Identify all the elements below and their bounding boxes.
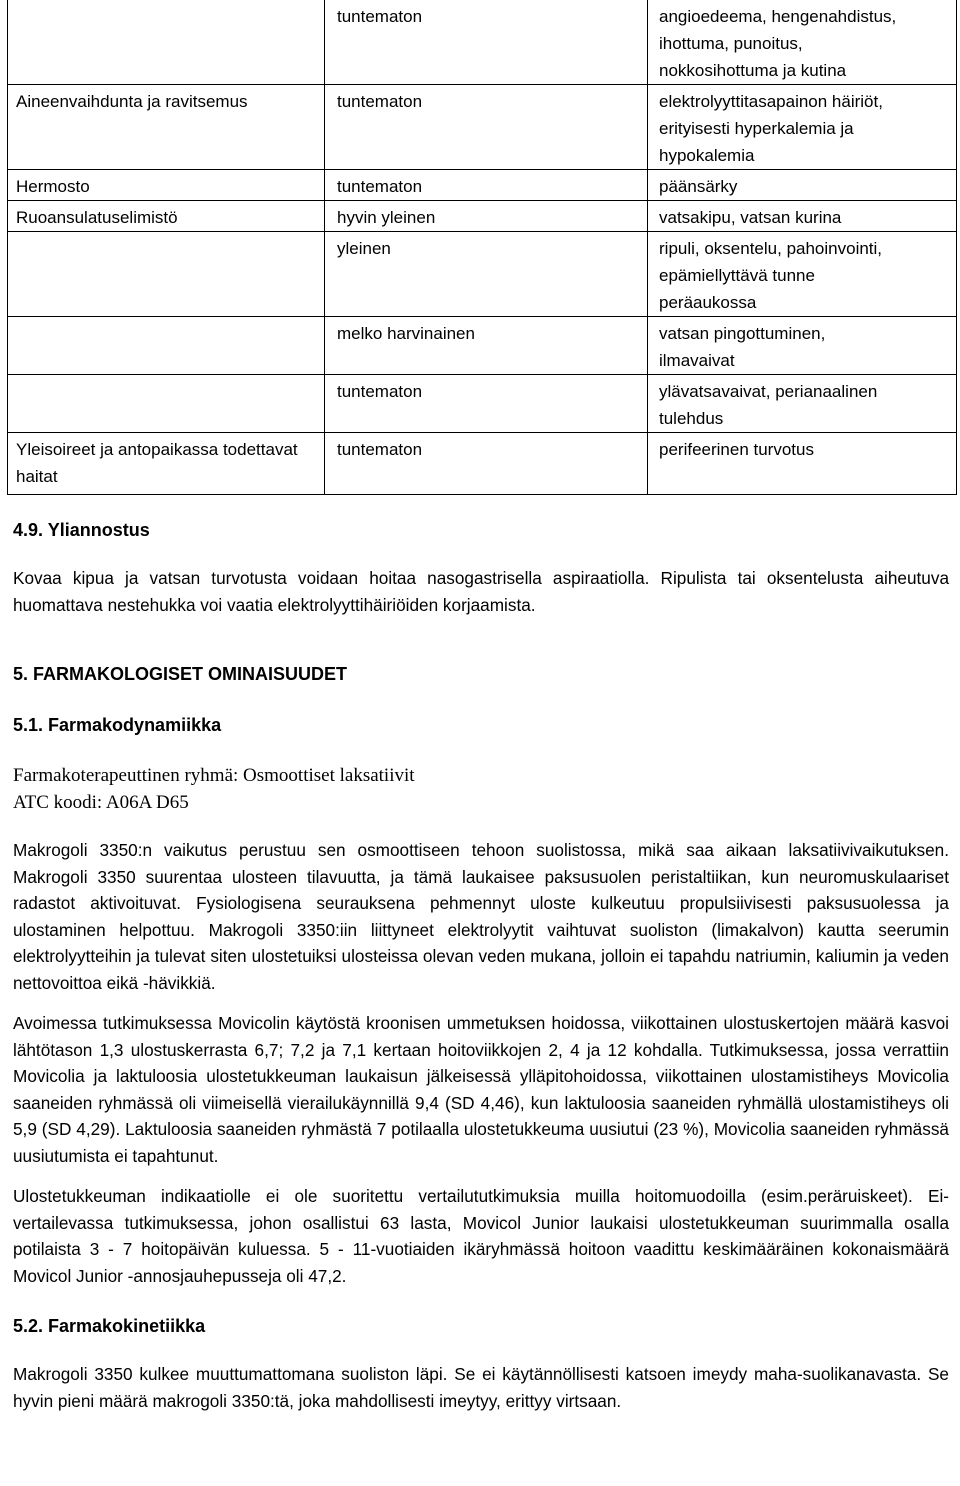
- adverse-effect-line: erityisesti hyperkalemia ja: [659, 119, 854, 138]
- frequency-cell: tuntematon: [325, 433, 648, 495]
- adverse-effect-cell: [648, 433, 957, 495]
- organ-class-cell: [8, 317, 325, 375]
- adverse-effect-line: vatsan pingottuminen,: [659, 324, 826, 343]
- adverse-effect-cell: [648, 170, 957, 201]
- pharmacodynamics-paragraph-2: Avoimessa tutkimuksessa Movicolin käytöstä kroonisen ummetuksen hoidossa, viikottainen ulostuskertojen määrä kasvoi lähtötason 1,3 ulostuskerrasta 6,7; 7,2 ja 7,1 kertaan hoitoviikkojen 2, 4 ja 12 kohdalla. Tutkimuksessa, jossa verrattiin Movicolia ja laktuloosia ulostetukkeuman laukaisun jälkeisessä ylläpitohoidossa, viikottainen ulostamistiheys Movicolia saaneiden ryhmässä oli viimeisellä vierailukäynnillä 9,4 (SD 4,46), kun laktuloosia saaneiden ryhmällä ulostamistiheys oli 5,9 (SD 4,29). Laktuloosia saaneiden ryhmästä 7 potilaalla ulostetukkeuma uusiutui (23 %), Movicolia saaneiden ryhmässä uusiutumista ei tapahtunut.: [13, 1013, 949, 1166]
- table-row: [8, 433, 957, 495]
- frequency-cell: tuntematon: [325, 0, 648, 85]
- adverse-effect-line: elektrolyyttitasapainon häiriöt,: [659, 92, 883, 111]
- table-row: [8, 375, 957, 433]
- frequency-cell: yleinen: [325, 232, 648, 317]
- side-effects-table: [7, 0, 957, 495]
- table-row: [8, 201, 957, 232]
- table-row: [8, 0, 957, 85]
- adverse-effect-cell: [648, 201, 957, 232]
- adverse-effect-line: epämiellyttävä tunne: [659, 266, 815, 285]
- table-row: [8, 170, 957, 201]
- atc-code: ATC koodi: A06A D65: [13, 791, 189, 813]
- adverse-effect-cell: [648, 85, 957, 170]
- frequency-cell: melko harvinainen: [325, 317, 648, 375]
- adverse-effect-line: ilmavaivat: [659, 351, 735, 370]
- adverse-effect-line: ripuli, oksentelu, pahoinvointi,: [659, 239, 883, 258]
- adverse-effect-cell: [648, 0, 957, 85]
- table-row: [8, 85, 957, 170]
- side-effects-table-container: [7, 0, 957, 495]
- section-5-heading: 5. FARMAKOLOGISET OMINAISUUDET: [13, 664, 348, 684]
- adverse-effect-line: vatsakipu, vatsan kurina: [659, 208, 842, 227]
- adverse-effect-line: hypokalemia: [659, 146, 755, 165]
- adverse-effect-cell: [648, 317, 957, 375]
- table-row: [8, 232, 957, 317]
- adverse-effect-line: angioedeema, hengenahdistus,: [659, 7, 897, 26]
- section-5-2-heading: 5.2. Farmakokinetiikka: [13, 1316, 206, 1336]
- pharmacokinetics-paragraph: Makrogoli 3350 kulkee muuttumattomana suoliston läpi. Se ei käytännöllisesti katsoen imeydy maha-suolikanavasta. Se hyvin pieni määrä makrogoli 3350:tä, joka mahdollisesti imeytyy, erittyy virtsaan.: [13, 1364, 949, 1411]
- section-5-1-heading: 5.1. Farmakodynamiikka: [13, 715, 222, 735]
- adverse-effect-line: ylävatsavaivat, perianaalinen: [659, 382, 878, 401]
- pharmacotherapeutic-group: Farmakoterapeuttinen ryhmä: Osmoottiset laksatiivit: [13, 765, 415, 786]
- adverse-effect-line: peräaukossa: [659, 293, 757, 312]
- frequency-cell: tuntematon: [325, 375, 648, 433]
- adverse-effect-line: perifeerinen turvotus: [659, 440, 814, 459]
- pharmacodynamics-paragraph-1: Makrogoli 3350:n vaikutus perustuu sen osmoottiseen tehoon suolistossa, mikä saa aikaan laksatiivivaikutuksen. Makrogoli 3350 suurentaa ulosteen tilavuutta, ja tämä laukaisee paksusuolen peristaltiikan, kun neuromuskulaariset radastot aktivoituvat. Fysiologisena seurauksena pehmennyt uloste kulkeutuu propulsiivisesti paksusuolessa ja ulostaminen helpottuu. Makrogoli 3350:iin liittyneet elektrolyytit vaihtuvat suoliston (limakalvon) kautta seerumin elektrolyytteihin ja tulevat siten ulostetuiksi ulosteissa olevan veden mukana, jolloin ei tapahdu natriumin, kaliumin ja veden nettovoittoa eikä -hävikkiä.: [13, 840, 949, 993]
- table-row: [8, 317, 957, 375]
- adverse-effect-cell: [648, 375, 957, 433]
- adverse-effect-line: nokkosihottuma ja kutina: [659, 61, 847, 80]
- organ-class-cell: [8, 232, 325, 317]
- adverse-effect-line: päänsärky: [659, 177, 738, 196]
- section-4-9-heading: 4.9. Yliannostus: [13, 520, 150, 540]
- organ-class-cell: [8, 0, 325, 85]
- adverse-effect-line: tulehdus: [659, 409, 724, 428]
- organ-class-cell: [8, 375, 325, 433]
- frequency-cell: hyvin yleinen: [325, 201, 648, 232]
- adverse-effect-line: ihottuma, punoitus,: [659, 34, 803, 53]
- frequency-cell: tuntematon: [325, 85, 648, 170]
- pharmacodynamics-paragraph-3: Ulostetukkeuman indikaatiolle ei ole suoritettu vertailututkimuksia muilla hoitomuodoilla (esim.peräruiskeet). Ei-vertailevassa tutkimuksessa, johon osallistui 63 lasta, Movicol Junior laukaisi ulostetukkeuman suurimmalla osalla potilaista 3 - 7 hoitopäivän kuluessa. 5 - 11-vuotiaiden ikäryhmässä hoitoon vaadittu keskimääräinen kokonaismäärä Movicol Junior -annosjauhepusseja oli 47,2.: [13, 1186, 949, 1286]
- organ-class-cell: Ruoansulatuselimistö: [8, 201, 325, 232]
- organ-class-cell: Yleisoireet ja antopaikassa todettavat haitat: [8, 433, 325, 495]
- adverse-effect-cell: [648, 232, 957, 317]
- organ-class-cell: Hermosto: [8, 170, 325, 201]
- organ-class-cell: Aineenvaihdunta ja ravitsemus: [8, 85, 325, 170]
- overdose-paragraph: Kovaa kipua ja vatsan turvotusta voidaan hoitaa nasogastrisella aspiraatiolla. Ripulista tai oksentelusta aiheutuva huomattava nestehukka voi vaatia elektrolyyttihäiriöiden korjaamista.: [13, 568, 949, 615]
- document-content: [13, 517, 949, 1414]
- frequency-cell: tuntematon: [325, 170, 648, 201]
